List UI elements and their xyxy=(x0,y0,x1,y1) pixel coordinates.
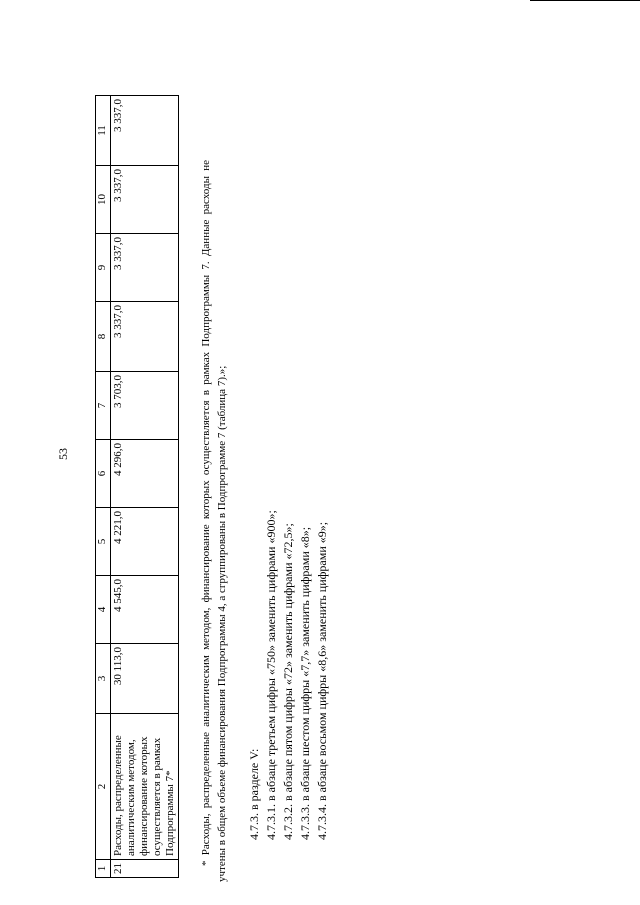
header-cell: 4 xyxy=(96,576,111,644)
value-cell: 3 337,0 xyxy=(111,96,179,166)
value-cell: 3 337,0 xyxy=(111,302,179,372)
value-cell: 30 113,0 xyxy=(111,644,179,714)
value-cell: 4 296,0 xyxy=(111,440,179,508)
amendment-list xyxy=(246,510,331,840)
header-cell: 6 xyxy=(96,440,111,508)
list-item: 4.7.3.4. в абзаце восьмом цифры «8,6» заменить цифрами «9»; xyxy=(315,521,329,840)
value-cell: 3 337,0 xyxy=(111,166,179,234)
row-number-cell: 21 xyxy=(111,860,179,878)
header-cell: 7 xyxy=(96,372,111,440)
value-cell: 4 221,0 xyxy=(111,508,179,576)
list-item: 4.7.3.2. в абзаце пятом цифры «72» заменить цифрами «72,5»; xyxy=(281,523,295,840)
row-label-cell: Расходы, распределенные аналитическим методом, финансирование которых осуществляется в рамках Подпрограммы 7* xyxy=(111,714,179,860)
list-item: 4.7.3.1. в абзаце третьем цифры «750» заменить цифрами «900»; xyxy=(264,510,278,840)
table-row xyxy=(111,96,179,878)
value-cell: 3 337,0 xyxy=(111,234,179,302)
header-cell: 2 xyxy=(96,714,111,860)
list-item: 4.7.3.3. в абзаце шестом цифры «7,7» заменить цифрами «8»; xyxy=(298,526,312,840)
financing-table xyxy=(95,95,179,878)
header-cell: 10 xyxy=(96,166,111,234)
value-cell: 3 703,0 xyxy=(111,372,179,440)
list-item: 4.7.3. в разделе V: xyxy=(247,748,261,840)
table-header-row xyxy=(96,96,111,878)
value-cell: 4 545,0 xyxy=(111,576,179,644)
page-number: 53 xyxy=(56,448,70,460)
header-cell: 11 xyxy=(96,96,111,166)
header-cell: 5 xyxy=(96,508,111,576)
table-footnote: * Расходы, распределенные аналитическим методом, финансирование которых осуществляется в рамках Подпрограммы 7. Данные расходы не учтены в общем объеме финансирования Подпрограммы 4, а сгруппированы в Подпрограмме 7 (таблица 7).»; xyxy=(200,160,228,882)
header-cell: 3 xyxy=(96,644,111,714)
header-cell: 1 xyxy=(96,860,111,878)
header-cell: 9 xyxy=(96,234,111,302)
header-cell: 8 xyxy=(96,302,111,372)
